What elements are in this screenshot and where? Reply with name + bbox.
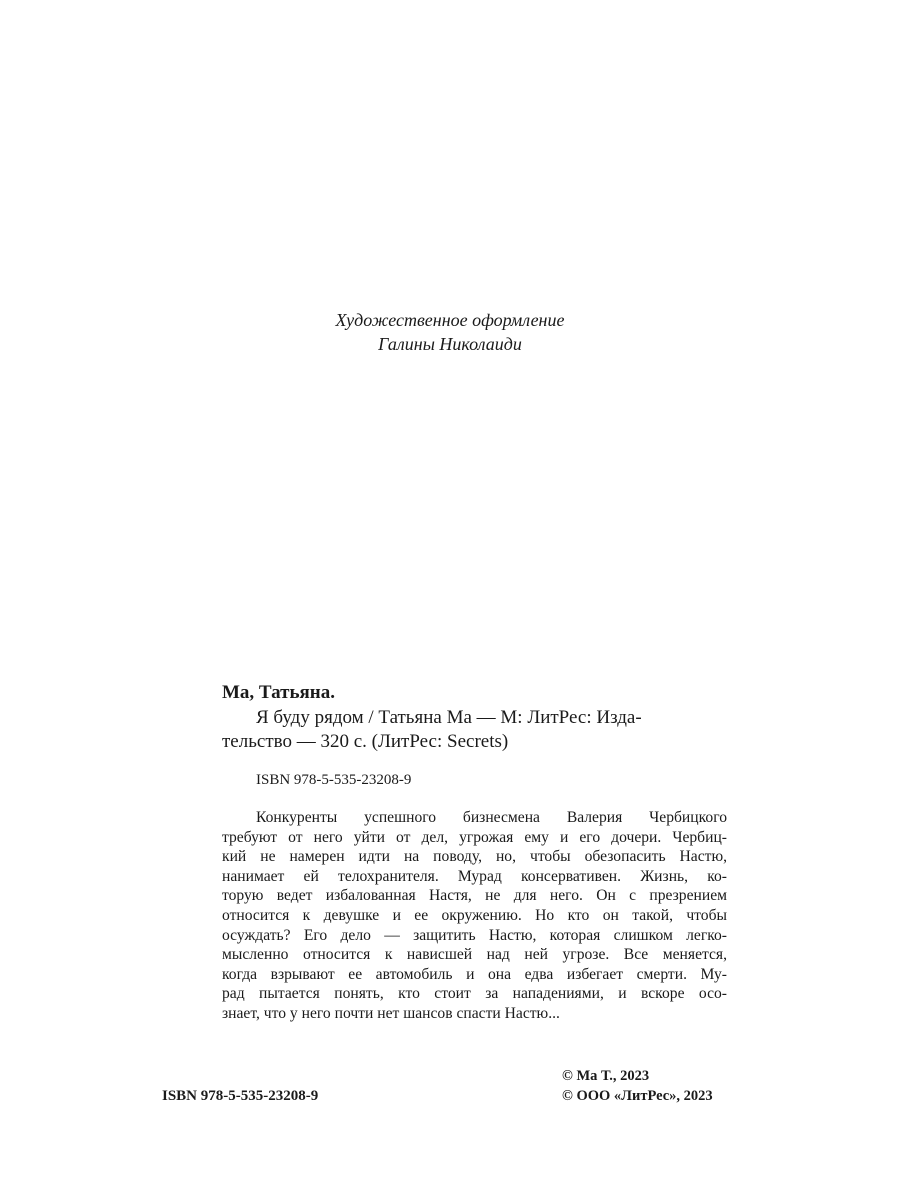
copyright-author: © Ма Т., 2023 (562, 1068, 650, 1084)
title-line-1: Я буду рядом / Татьяна Ма — М: ЛитРес: Изда- (256, 707, 642, 728)
copyright-block (562, 1066, 713, 1106)
design-credit (0, 308, 900, 356)
author-heading: Ма, Татьяна. (222, 682, 335, 703)
isbn-record: ISBN 978-5-535-23208-9 (256, 772, 412, 788)
annotation-line: относится к девушке и ее окружению. Но кто он такой, чтобы (222, 906, 727, 924)
annotation-paragraph (222, 808, 727, 1024)
title-line-2: тельство — 320 с. (ЛитРес: Secrets) (222, 731, 509, 752)
annotation-line: кий не намерен идти на поводу, но, чтобы обезопасить Настю, (222, 848, 727, 866)
annotation-line: Конкуренты успешного бизнесмена Валерия Чербицкого (256, 809, 727, 826)
annotation-line: знает, что у него почти нет шансов спасти Настю... (222, 1004, 560, 1022)
annotation-line: рад пытается понять, кто стоит за нападениями, и вскоре осо- (222, 985, 727, 1003)
annotation-line: торую ведет избалованная Настя, не для него. Он с презрением (222, 887, 727, 905)
annotation-line: мысленно относится к нависшей над ней угрозе. Все меняется, (222, 946, 727, 964)
design-credit-line-1: Художественное оформление (335, 310, 565, 330)
annotation-line: нанимает ей телохранителя. Мурад консервативен. Жизнь, ко- (222, 867, 727, 885)
copyright-publisher: © ООО «ЛитРес», 2023 (562, 1088, 713, 1104)
annotation-line: требуют от него уйти от дел, угрожая ему и его дочери. Чербиц- (222, 828, 727, 846)
annotation-line: когда взрывают ее автомобиль и она едва избегает смерти. Му- (222, 965, 727, 983)
design-credit-line-2: Галины Николаиди (378, 334, 522, 354)
footer-isbn: ISBN 978-5-535-23208-9 (162, 1088, 319, 1104)
annotation-line: осуждать? Его дело — защитить Настю, которая слишком легко- (222, 926, 727, 944)
bibliographic-record (222, 680, 727, 1024)
